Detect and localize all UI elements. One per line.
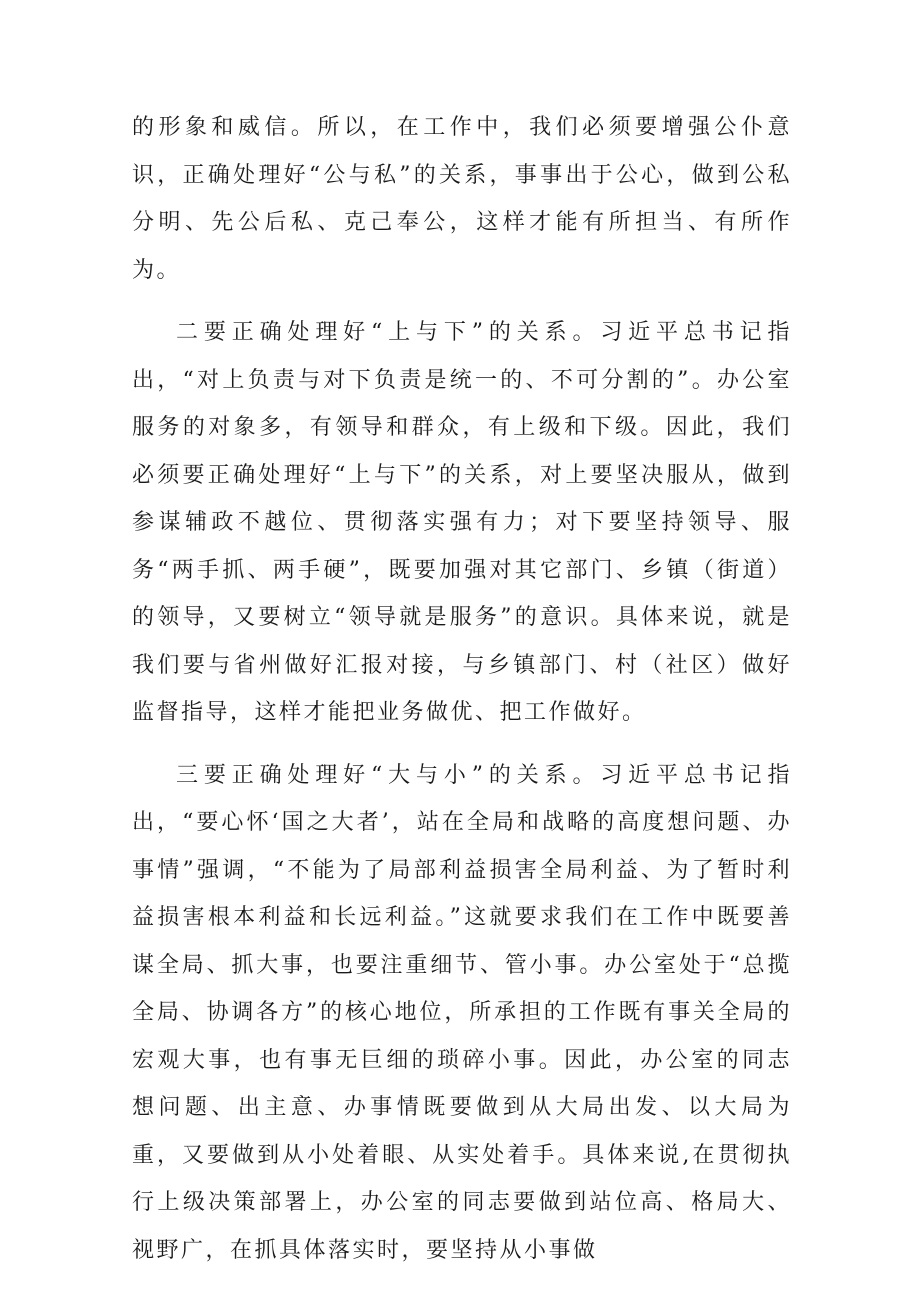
document-body	[132, 104, 792, 1274]
paragraph-point-three: 三要正确处理好“大与小”的关系。习近平总书记指出，“要心怀‘国之大者’，站在全局和战略的高度想问题、办事情”强调，“不能为了局部利益损害全局利益、为了暂时利益损害根本利益和长远利益。”这就要求我们在工作中既要善谋全局、抓大事，也要注重细节、管小事。办公室处于“总揽全局、协调各方”的核心地位，所承担的工作既有事关全局的宏观大事，也有事无巨细的琐碎小事。因此，办公室的同志想问题、出主意、办事情既要做到从大局出发、以大局为重，又要做到从小处着眼、从实处着手。具体来说,在贯彻执行上级决策部署上，办公室的同志要做到站位高、格局大、视野广，在抓具体落实时，要坚持从小事做	[132, 762, 792, 1263]
paragraph-continuation: 的形象和威信。所以，在工作中，我们必须要增强公仆意识，正确处理好“公与私”的关系，事事出于公心，做到公私分明、先公后私、克己奉公，这样才能有所担当、有所作为。	[132, 115, 792, 283]
paragraph-point-two: 二要正确处理好“上与下”的关系。习近平总书记指出，“对上负责与对下负责是统一的、不可分割的”。办公室服务的对象多，有领导和群众，有上级和下级。因此，我们必须要正确处理好“上与下”的关系，对上要坚决服从，做到参谋辅政不越位、贯彻落实强有力；对下要坚持领导、服务“两手抓、两手硬”，既要加强对其它部门、乡镇（街道）的领导，又要树立“领导就是服务”的意识。具体来说，就是我们要与省州做好汇报对接，与乡镇部门、村（社区）做好监督指导，这样才能把业务做优、把工作做好。	[132, 320, 792, 725]
